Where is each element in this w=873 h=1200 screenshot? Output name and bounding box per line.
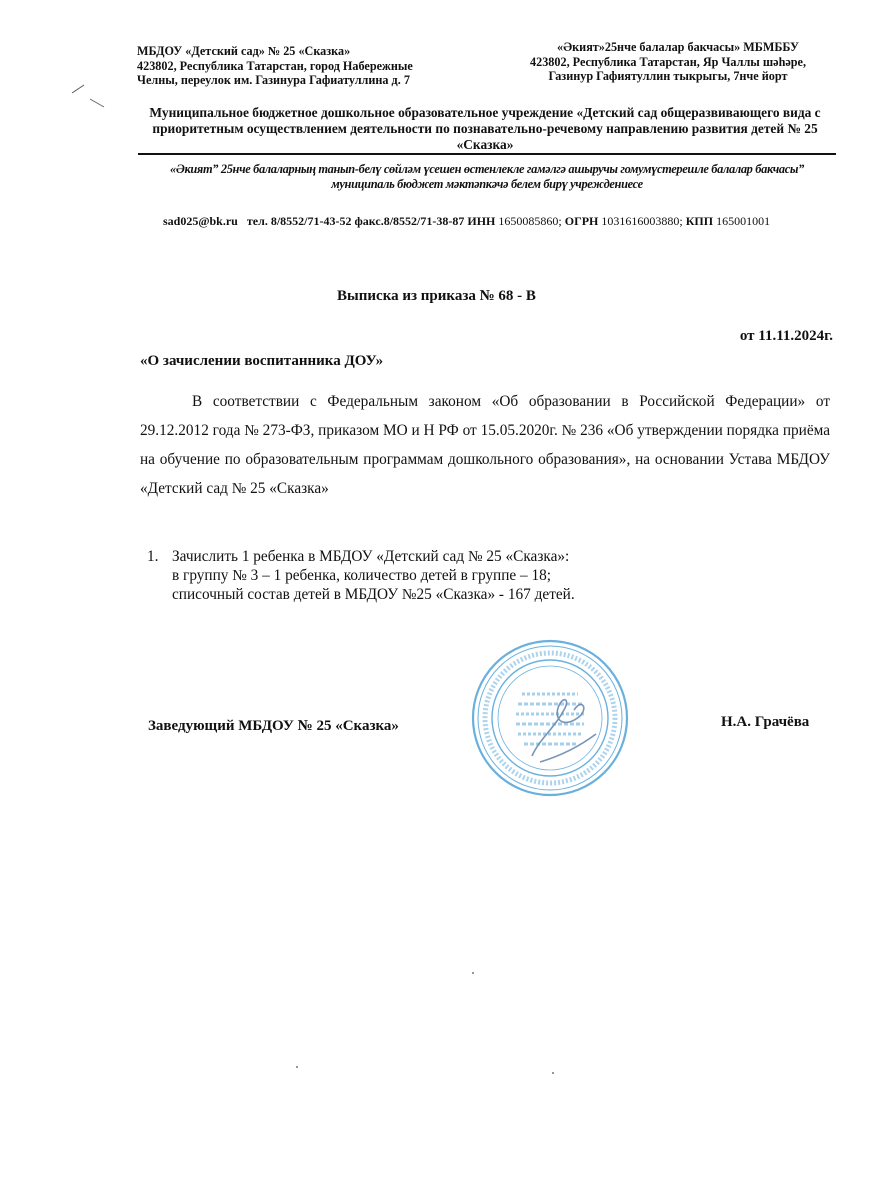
contact-email: sad025@bk.ru [163,214,238,228]
header-right-line-2: 423802, Республика Татарстан, Яр Чаллы шәһәре, [530,54,806,69]
header-left-line-1: МБДОУ «Детский сад» № 25 «Сказка» [137,44,351,58]
header-right-line-1: «Әкият»25нче балалар бакчасы» МБМББУ [557,40,799,54]
contact-details [163,214,843,229]
header-left-address [137,44,477,88]
scan-dot [552,1072,554,1074]
ogrn-label: ОГРН [564,214,599,228]
document-title: Выписка из приказа № 68 - В [337,288,536,304]
inn-value: 1650085860; [498,214,562,228]
kpp-label: КПП [685,214,714,228]
document-date: от 11.11.2024г. [739,328,833,344]
inn-label: ИНН [467,214,496,228]
organization-name-tatar: «Әкият” 25нче балаларның танып-белү сөйләм үсешен өстенлекле гамәлгә ашыручы гомумүстерешле балалар бакчасы” муниципаль бюджет мәктәпкәчә белем бирү учреждениесе [170,162,804,191]
header-left-line-2: 423802, Республика Татарстан, город Набережные [137,58,413,73]
contact-phones: тел. 8/8552/71-43-52 факс.8/8552/71-38-87 [246,214,465,228]
document-subject: «О зачислении воспитанника ДОУ» [140,353,384,369]
organization-name-russian: Муниципальное бюджетное дошкольное образовательное учреждение «Детский сад общеразвивающего вида с приоритетным осуществлением деятельности по познавательно-речевому направлению развития детей № 25 «Сказка» [149,105,821,152]
header-left-line-3: Челны, переулок им. Газинура Гафиатуллина д. 7 [137,73,410,87]
header-right-line-3: Газинур Гафиятуллин тыкрыгы, 7нче йорт [548,69,788,83]
signature-position: Заведующий МБДОУ № 25 «Сказка» [148,718,399,734]
header-divider [138,153,836,155]
order-item-line: Зачислить 1 ребенка в МБДОУ «Детский сад № 25 «Сказка»: [172,548,570,565]
scan-dot [296,1066,298,1068]
official-stamp [470,638,630,798]
signature-name: Н.А. Грачёва [721,714,810,730]
order-item-line: в группу № 3 – 1 ребенка, количество детей в группе – 18; [172,567,552,584]
document-body-text: В соответствии с Федеральным законом «Об образовании в Российской Федерации» от 29.12.2012 года № 273-ФЗ, приказом МО и Н РФ от 15.05.2020г. № 236 «Об утверждении порядка приёма на обучение по образовательным программам дошкольного образования», на основании Устава МБДОУ «Детский сад № 25 «Сказка» [140,393,830,497]
order-item-line: списочный состав детей в МБДОУ №25 «Сказка» - 167 детей. [172,586,575,603]
ogrn-value: 1031616003880; [601,214,683,228]
document-body [140,387,830,503]
scan-mark [60,55,140,115]
header-right-address [498,40,838,84]
scan-dot [472,972,474,974]
order-item-number: 1. [147,548,159,565]
kpp-value: 165001001 [716,214,771,228]
order-item [147,547,747,604]
